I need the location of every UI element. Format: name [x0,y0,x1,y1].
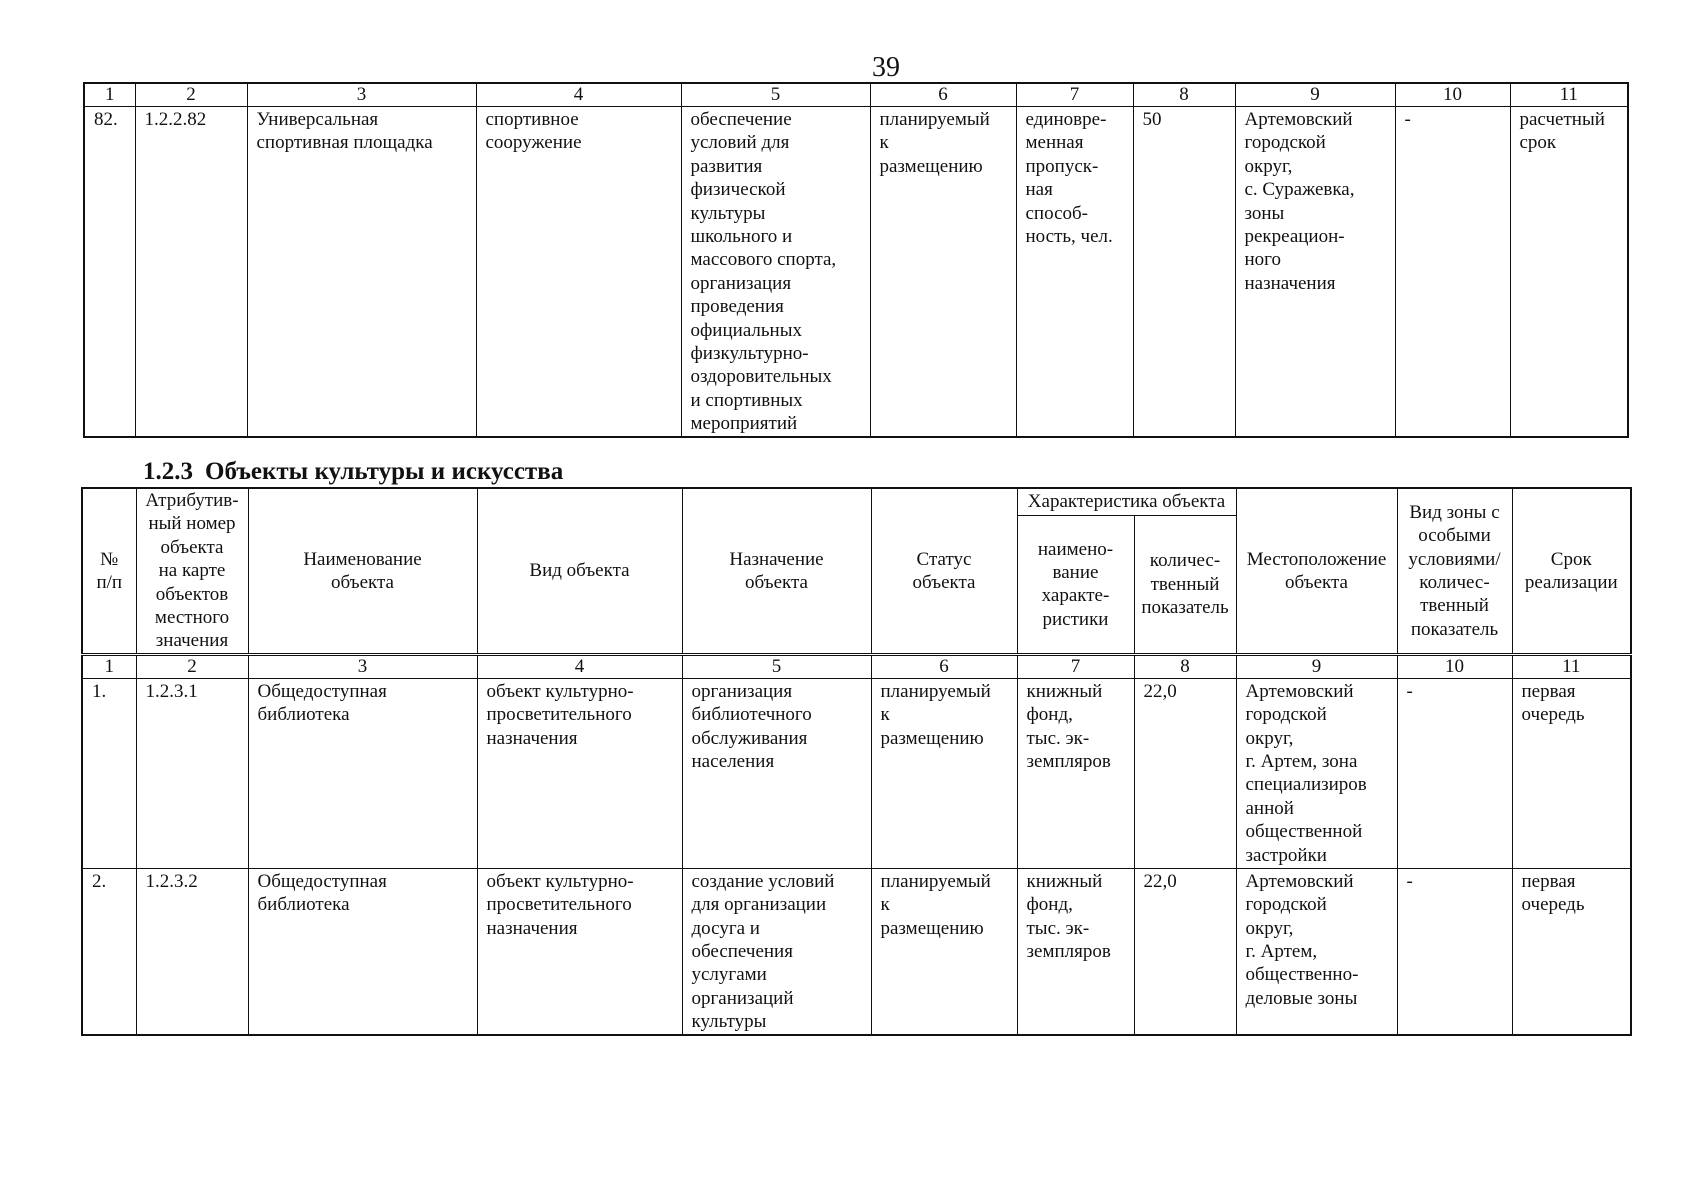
header-char-value: количес- твенный показатель [1134,516,1236,655]
section-number: 1.2.3 [143,458,193,485]
cell-name: Общедоступная библиотека [248,678,477,868]
cell-status: планируемый к размещению [871,678,1017,868]
objects-table-continued [83,82,1629,438]
header-purpose: Назначение объекта [682,488,871,654]
cell-location: Артемовский городской округ, г. Артем, зона специализиров анной общественной застройки [1236,678,1397,868]
header-characteristic: Характеристика объекта [1017,488,1236,516]
cell-zone: - [1395,107,1510,437]
column-number: 3 [247,83,476,107]
header-term: Срок реализации [1512,488,1631,654]
column-number: 2 [135,83,247,107]
header-name: Наименование объекта [248,488,477,654]
column-number: 5 [681,83,870,107]
culture-objects-table [81,487,1632,1036]
header-no: № п/п [82,488,136,654]
column-number: 4 [476,83,681,107]
cell-no: 2. [82,868,136,1034]
cell-kind: объект культурно- просветительного назначения [477,678,682,868]
header-location: Местоположение объекта [1236,488,1397,654]
cell-no: 82. [84,107,135,437]
header-row [82,488,1631,516]
column-number-row [82,654,1631,678]
cell-purpose: организация библиотечного обслуживания населения [682,678,871,868]
column-number: 8 [1133,83,1235,107]
column-number: 9 [1236,654,1397,678]
table-row [82,868,1631,1034]
cell-char-value: 22,0 [1134,678,1236,868]
cell-term: первая очередь [1512,868,1631,1034]
column-number: 10 [1397,654,1512,678]
column-number: 1 [82,654,136,678]
cell-kind: объект культурно- просветительного назначения [477,868,682,1034]
cell-name: Общедоступная библиотека [248,868,477,1034]
column-number-row [84,83,1628,107]
cell-term: первая очередь [1512,678,1631,868]
cell-char-value: 22,0 [1134,868,1236,1034]
column-number: 8 [1134,654,1236,678]
column-number: 9 [1235,83,1395,107]
cell-char-name: единовре- менная пропуск- ная способ- ность, чел. [1016,107,1133,437]
cell-attr: 1.2.2.82 [135,107,247,437]
column-number: 3 [248,654,477,678]
cell-location: Артемовский городской округ, с. Суражевка, зоны рекреацион- ного назначения [1235,107,1395,437]
cell-no: 1. [82,678,136,868]
cell-char-name: книжный фонд, тыс. эк- земпляров [1017,678,1134,868]
cell-location: Артемовский городской округ, г. Артем, общественно- деловые зоны [1236,868,1397,1034]
header-attr: Атрибутив- ный номер объекта на карте объектов местного значения [136,488,248,654]
header-zone: Вид зоны с особыми условиями/ количес- твенный показатель [1397,488,1512,654]
table-row [84,107,1628,437]
header-kind: Вид объекта [477,488,682,654]
header-status: Статус объекта [871,488,1017,654]
cell-term: расчетный срок [1510,107,1628,437]
cell-char-name: книжный фонд, тыс. эк- земпляров [1017,868,1134,1034]
cell-zone: - [1397,868,1512,1034]
cell-attr: 1.2.3.2 [136,868,248,1034]
column-number: 2 [136,654,248,678]
section-title: Объекты культуры и искусства [205,458,564,485]
column-number: 6 [871,654,1017,678]
column-number: 4 [477,654,682,678]
section-heading [143,458,563,486]
header-char-name: наимено- вание характе- ристики [1017,516,1134,655]
column-number: 11 [1510,83,1628,107]
column-number: 7 [1017,654,1134,678]
cell-zone: - [1397,678,1512,868]
cell-purpose: создание условий для организации досуга и обеспечения услугами организаций культуры [682,868,871,1034]
cell-status: планируемый к размещению [870,107,1016,437]
column-number: 7 [1016,83,1133,107]
cell-kind: спортивное сооружение [476,107,681,437]
column-number: 5 [682,654,871,678]
column-number: 6 [870,83,1016,107]
cell-attr: 1.2.3.1 [136,678,248,868]
cell-name: Универсальная спортивная площадка [247,107,476,437]
column-number: 10 [1395,83,1510,107]
cell-purpose: обеспечение условий для развития физической культуры школьного и массового спорта, организация проведения официальных физкультурно- оздоровительных и спортивных мероприятий [681,107,870,437]
table-row [82,678,1631,868]
cell-char-value: 50 [1133,107,1235,437]
column-number: 1 [84,83,135,107]
page-number: 39 [872,52,900,83]
cell-status: планируемый к размещению [871,868,1017,1034]
column-number: 11 [1512,654,1631,678]
